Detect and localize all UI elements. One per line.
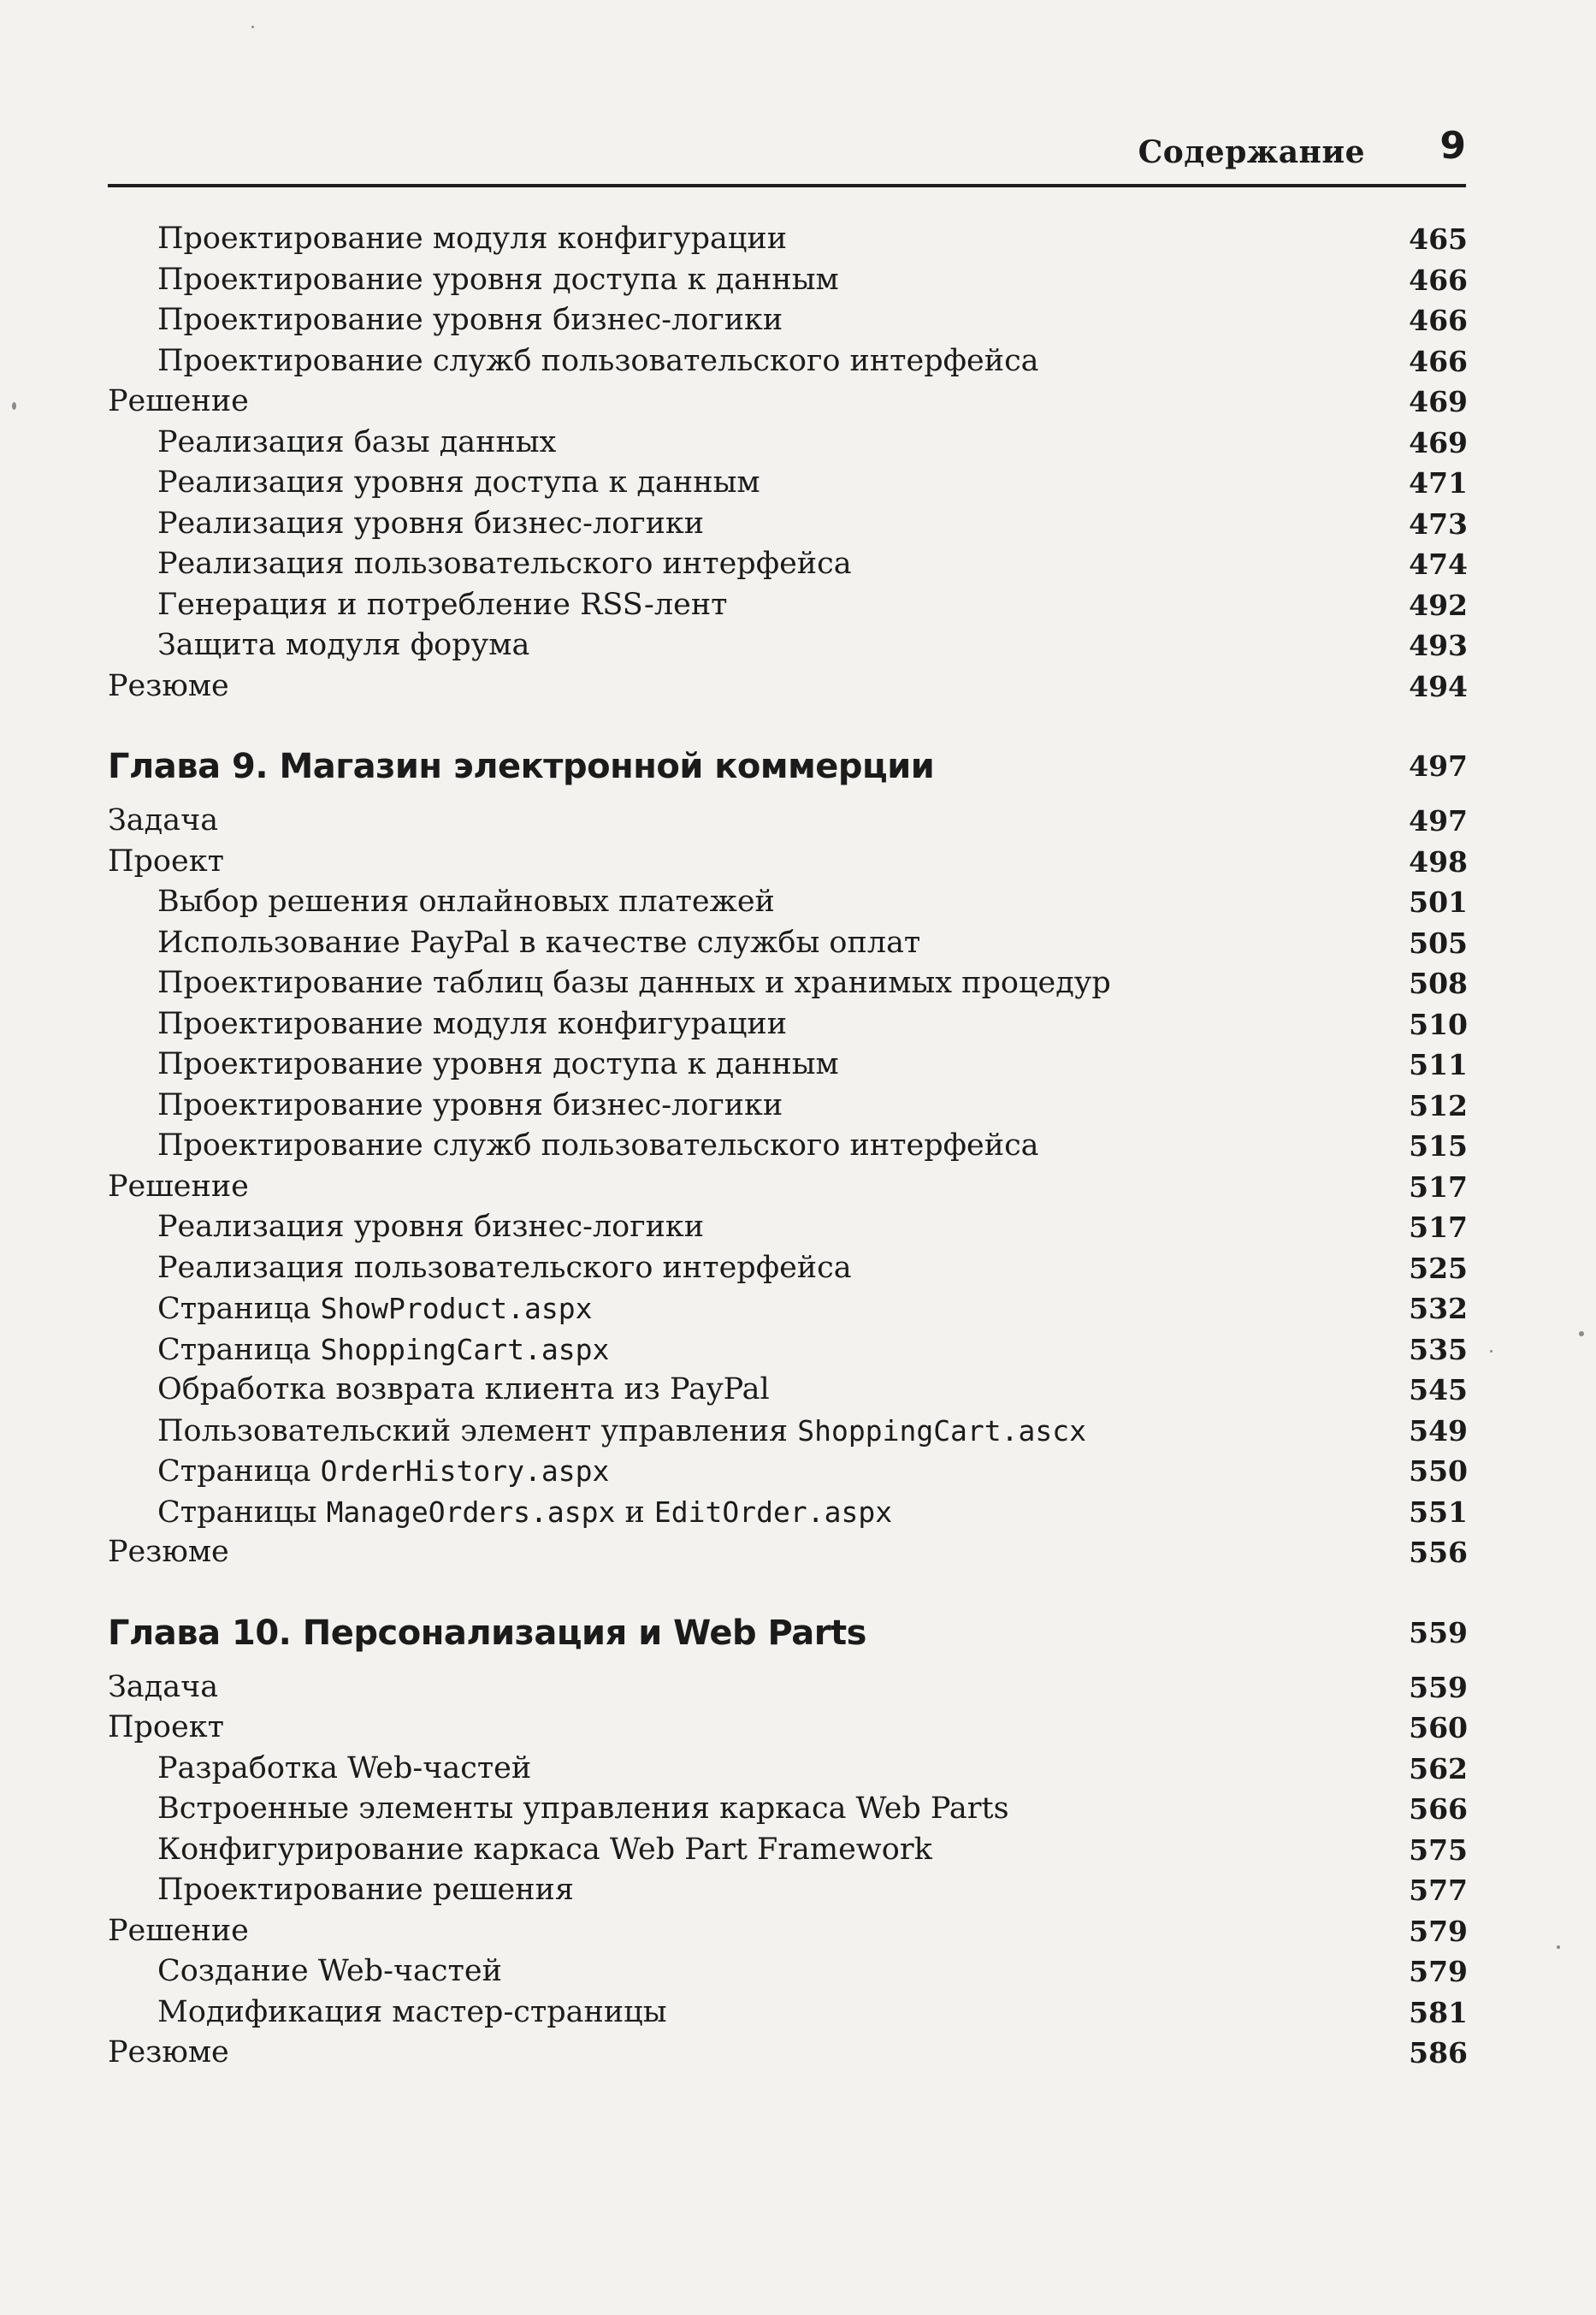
toc-subsection: [108, 544, 1468, 584]
toc-code-fragment: ShoppingCart.ascx: [797, 1413, 1087, 1448]
toc-page-number: 469: [1409, 425, 1468, 459]
toc-text-fragment: Резюме: [108, 668, 229, 703]
toc-subsection: [108, 1207, 1468, 1247]
toc-subsection: [108, 1749, 1468, 1789]
toc-entry-title: [157, 585, 728, 625]
toc-chapter: [108, 741, 1468, 792]
toc-text-fragment: Резюме: [108, 1535, 229, 1569]
toc-text-fragment: Задача: [108, 803, 219, 838]
toc-page-number: 493: [1409, 629, 1468, 662]
toc-text-fragment: Проект: [108, 1710, 224, 1744]
toc-section: [108, 2033, 1468, 2073]
toc-text-fragment: Обработка возврата клиента из PayPal: [157, 1372, 770, 1406]
toc-text-fragment: Глава 10. Персонализация и Web Parts: [108, 1613, 866, 1653]
toc-text-fragment: Пользовательский элемент управления: [157, 1413, 798, 1448]
toc-chapter: [108, 1607, 1468, 1659]
toc-entry-title: [157, 1451, 609, 1492]
scan-speck: [1490, 1350, 1493, 1353]
toc-code-fragment: ShowProduct.aspx: [320, 1292, 593, 1325]
toc-text-fragment: Решение: [108, 1169, 249, 1204]
toc-page-number: 551: [1409, 1495, 1468, 1529]
toc-text-fragment: Реализация пользовательского интерфейса: [157, 1250, 852, 1285]
toc-entry-title: [157, 1370, 770, 1410]
toc-page-number: 532: [1409, 1292, 1468, 1325]
toc-subsection: [108, 1492, 1468, 1532]
toc-page-number: 497: [1409, 749, 1468, 783]
toc-section: [108, 1667, 1468, 1708]
toc-subsection: [108, 625, 1468, 666]
toc-page-number: 497: [1409, 804, 1468, 838]
toc-entry-title: [157, 963, 1111, 1004]
toc-subsection: [108, 1370, 1468, 1410]
toc-page-number: 577: [1409, 1874, 1468, 1907]
toc-entry-title: [157, 423, 556, 463]
toc-page-number: 508: [1409, 967, 1468, 1000]
toc-text-fragment: Страница: [157, 1292, 321, 1326]
toc-subsection: [108, 504, 1468, 544]
toc-code-fragment: ManageOrders.aspx: [326, 1495, 616, 1529]
toc-entry-title: [108, 1911, 249, 1951]
toc-entry-title: [157, 1288, 592, 1329]
toc-subsection: [108, 219, 1468, 259]
toc-page-number: 466: [1409, 263, 1468, 297]
toc-text-fragment: Реализация уровня доступа к данным: [157, 465, 760, 500]
toc-page-number: 579: [1409, 1955, 1468, 1988]
toc-text-fragment: Реализация уровня бизнес-логики: [157, 1210, 705, 1244]
toc-text-fragment: Проектирование служб пользовательского интерфейса: [157, 343, 1039, 378]
toc-entry-title: [108, 666, 229, 707]
toc-page-number: 579: [1409, 1914, 1468, 1948]
toc-entry-title: [157, 1951, 502, 1992]
toc-text-fragment: Проектирование таблиц базы данных и хранимых процедур: [157, 966, 1111, 1000]
toc-section: [108, 801, 1468, 841]
toc-entry-title: [157, 341, 1039, 382]
toc-section: [108, 1708, 1468, 1748]
toc-entry-title: [157, 625, 529, 666]
toc-entry-title: [157, 1329, 609, 1371]
scan-speck: [251, 26, 254, 28]
toc-text-fragment: Создание Web-частей: [157, 1954, 502, 1988]
toc-subsection: [108, 260, 1468, 300]
toc-section: [108, 1911, 1468, 1951]
toc-page-number: 473: [1409, 506, 1468, 541]
toc-entry-title: [157, 1207, 704, 1247]
toc-entry-title: [157, 1411, 1086, 1452]
toc-text-fragment: Генерация и потребление RSS-лент: [157, 587, 728, 622]
toc-page-number: 550: [1409, 1454, 1468, 1488]
toc-entry-title: [157, 1492, 892, 1533]
toc-text-fragment: Выбор решения онлайновых платежей: [157, 885, 775, 919]
toc-entry-title: [157, 1830, 932, 1870]
toc-text-fragment: Проектирование уровня бизнес-логики: [157, 303, 783, 337]
toc-page-number: 515: [1409, 1129, 1468, 1163]
toc-page-number: 465: [1409, 222, 1468, 256]
toc-subsection: [108, 1789, 1468, 1829]
toc-text-fragment: Проектирование уровня доступа к данным: [157, 262, 839, 297]
toc-section: [108, 382, 1468, 422]
toc-page-number: 560: [1409, 1711, 1468, 1744]
toc-subsection: [108, 423, 1468, 463]
toc-subsection: [108, 1126, 1468, 1166]
toc-entry-title: [108, 1708, 224, 1748]
toc-text-fragment: Решение: [108, 1913, 249, 1948]
toc-entry-title: [157, 1870, 574, 1910]
toc-code-fragment: OrderHistory.aspx: [320, 1454, 610, 1488]
toc-entry-title: [108, 2033, 229, 2073]
toc-text-fragment: Конфигурирование каркаса Web Part Framework: [157, 1832, 932, 1867]
toc-section: [108, 1167, 1468, 1207]
toc-subsection: [108, 1830, 1468, 1870]
toc-section: [108, 666, 1468, 707]
toc-page-number: 494: [1409, 669, 1468, 703]
toc-entry-title: [157, 219, 787, 259]
toc-text-fragment: Встроенные элементы управления каркаса Web Parts: [157, 1791, 1009, 1826]
toc-text-fragment: Реализация базы данных: [157, 424, 557, 459]
toc-subsection: [108, 1288, 1468, 1329]
scan-speck: [1579, 1331, 1584, 1336]
toc-subsection: [108, 585, 1468, 625]
toc-text-fragment: Задача: [108, 1669, 219, 1704]
toc-page-number: 512: [1409, 1088, 1468, 1122]
toc-entry-title: [108, 1667, 218, 1708]
running-header: [108, 122, 1466, 187]
toc-page-number: 525: [1409, 1251, 1468, 1285]
toc-entry-title: [157, 923, 920, 963]
toc-page-number: 466: [1409, 344, 1468, 378]
toc-subsection: [108, 341, 1468, 382]
toc-subsection: [108, 463, 1468, 503]
toc-entry-title: [157, 260, 839, 300]
toc-subsection: [108, 963, 1468, 1004]
toc-page-number: 492: [1409, 588, 1468, 622]
toc-page-number: 471: [1409, 466, 1468, 500]
toc-entry-title: [157, 1045, 839, 1085]
toc-page-number: 510: [1409, 1007, 1468, 1041]
toc-text-fragment: Защита модуля форума: [157, 628, 530, 662]
toc-page-number: 566: [1409, 1792, 1468, 1826]
scan-speck: [12, 402, 16, 410]
toc-subsection: [108, 1411, 1468, 1451]
toc-page-number: 575: [1409, 1832, 1468, 1867]
toc-text-fragment: Страница: [157, 1332, 321, 1367]
toc-page-number: 559: [1409, 1615, 1468, 1649]
toc-subsection: [108, 882, 1468, 922]
running-title: Содержание: [1138, 134, 1365, 170]
toc-text-fragment: Реализация уровня бизнес-логики: [157, 506, 705, 541]
toc-section: [108, 1532, 1468, 1572]
toc-page-number: 559: [1409, 1670, 1468, 1704]
toc-code-fragment: ShoppingCart.aspx: [320, 1332, 610, 1366]
toc-text-fragment: Реализация пользовательского интерфейса: [157, 547, 852, 581]
toc-text-fragment: Проектирование служб пользовательского интерфейса: [157, 1128, 1039, 1163]
toc-page-number: 545: [1409, 1373, 1468, 1406]
toc-page-number: 498: [1409, 844, 1468, 879]
toc-subsection: [108, 1004, 1468, 1045]
toc-subsection: [108, 300, 1468, 340]
toc-page-number: 556: [1409, 1536, 1468, 1569]
toc-subsection: [108, 1451, 1468, 1491]
toc-page-number: 474: [1409, 548, 1468, 581]
toc-text-fragment: Глава 9. Магазин электронной коммерции: [108, 747, 935, 786]
toc-text-fragment: Проектирование модуля конфигурации: [157, 222, 788, 256]
toc-text-fragment: Страницы: [157, 1495, 327, 1530]
toc-entry-title: [108, 801, 218, 841]
toc-page-number: 505: [1409, 926, 1468, 960]
toc-page-number: 469: [1409, 385, 1468, 418]
toc-entry-title: [108, 741, 934, 792]
toc-text-fragment: Проект: [108, 844, 224, 879]
toc-text-fragment: Разработка Web-частей: [157, 1750, 532, 1785]
toc-entry-title: [157, 1789, 1009, 1829]
toc-entry-title: [157, 1126, 1039, 1166]
toc-page-number: 562: [1409, 1751, 1468, 1785]
toc-subsection: [108, 1045, 1468, 1085]
toc-entry-title: [157, 544, 852, 584]
toc-page-number: 549: [1409, 1413, 1468, 1448]
toc-section: [108, 842, 1468, 882]
toc-subsection: [108, 923, 1468, 963]
toc-entry-title: [157, 1086, 783, 1126]
toc-page-number: 517: [1409, 1211, 1468, 1244]
toc-entry-title: [157, 504, 704, 544]
page-number: 9: [1439, 124, 1466, 168]
toc-text-fragment: Страница: [157, 1454, 321, 1489]
toc-entry-title: [157, 463, 760, 503]
toc-subsection: [108, 1329, 1468, 1370]
toc-text-fragment: Проектирование уровня доступа к данным: [157, 1047, 839, 1081]
toc-page-number: 511: [1409, 1048, 1468, 1081]
toc-entry-title: [108, 1532, 229, 1572]
toc-code-fragment: EditOrder.aspx: [653, 1495, 893, 1529]
toc-page-number: 535: [1409, 1332, 1468, 1366]
toc-text-fragment: Резюме: [108, 2035, 229, 2069]
toc-text-fragment: Модификация мастер-страницы: [157, 1994, 667, 2029]
toc-text-fragment: Использование PayPal в качестве службы оплат: [157, 925, 921, 960]
toc-entry-title: [157, 1248, 852, 1288]
toc-entry-title: [108, 1167, 249, 1207]
toc-entry-title: [108, 382, 249, 422]
toc-page-number: 517: [1409, 1169, 1468, 1204]
toc-subsection: [108, 1870, 1468, 1910]
toc-page-number: 501: [1409, 885, 1468, 919]
toc-entry-title: [157, 1004, 787, 1045]
toc-text-fragment: Проектирование решения: [157, 1873, 574, 1907]
toc-text-fragment: Проектирование модуля конфигурации: [157, 1006, 788, 1041]
toc-text-fragment: Решение: [108, 384, 249, 418]
toc-text-fragment: и: [615, 1495, 654, 1530]
toc-subsection: [108, 1248, 1468, 1288]
scan-speck: [1557, 1945, 1560, 1949]
toc-subsection: [108, 1992, 1468, 2033]
toc-page-number: 581: [1409, 1995, 1468, 2029]
toc-entry-title: [108, 842, 224, 882]
toc-entry-title: [157, 882, 775, 922]
toc-entry-title: [108, 1607, 866, 1659]
toc-subsection: [108, 1086, 1468, 1126]
toc-entry-title: [157, 1992, 667, 2033]
toc-subsection: [108, 1951, 1468, 1992]
toc-page-number: 466: [1409, 304, 1468, 337]
toc-text-fragment: Проектирование уровня бизнес-логики: [157, 1087, 783, 1122]
toc-entry-title: [157, 300, 783, 340]
toc-page-number: 586: [1409, 2036, 1468, 2069]
toc-entry-title: [157, 1749, 531, 1789]
